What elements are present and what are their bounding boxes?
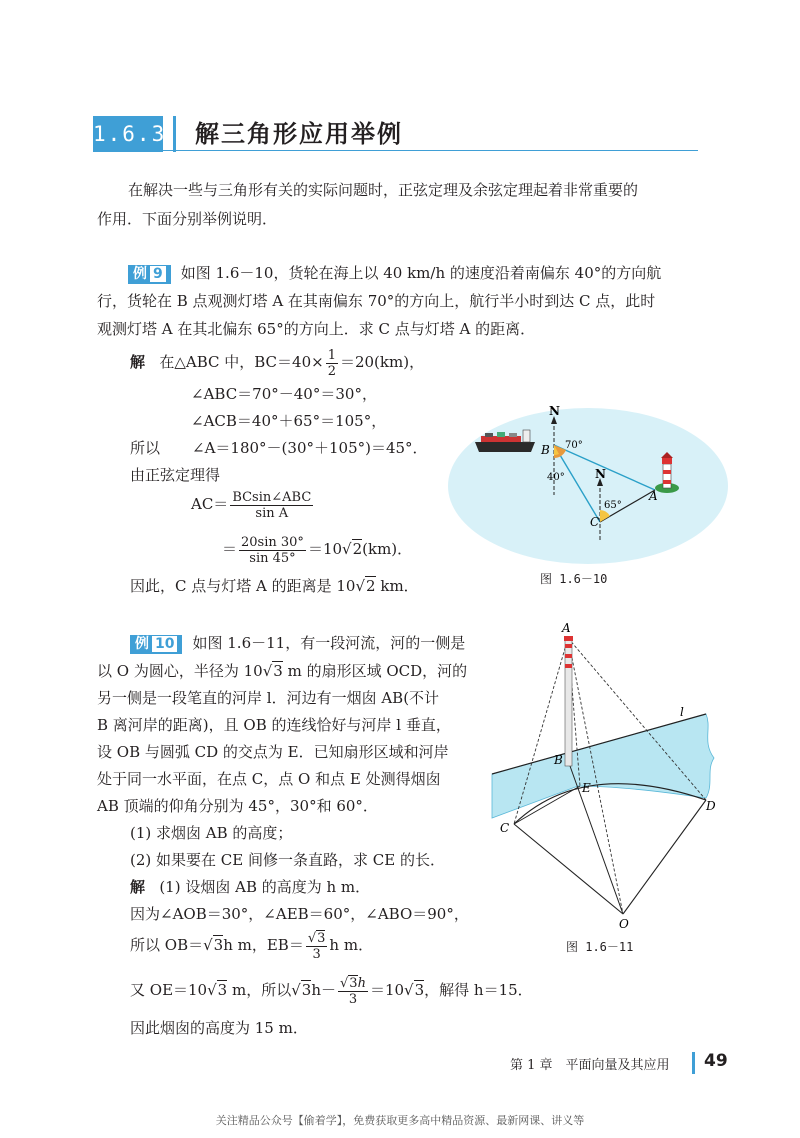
example-10-line-2: 以 O 为圆心，半径为 10√3 m 的扇形区域 OCD，河的 <box>97 662 468 680</box>
example-10-question-2: (2) 如果要在 CE 间修一条直路，求 CE 的长． <box>130 851 445 869</box>
label-B: B <box>554 753 563 767</box>
label-C: C <box>590 515 600 529</box>
intro-line-1: 在解决一些与三角形有关的实际问题时，正弦定理及余弦定理起着非常重要的 <box>128 181 639 199</box>
example-10-solution-4: 又 OE＝10√3 m，所以√3h－ $\frac{√3h}{3}$ ＝10√3，解得 h＝15． <box>130 975 533 1007</box>
figure-1-6-10-caption: 图 1.6－10 <box>540 572 608 586</box>
footer-chapter: 第 1 章 平面向量及其应用 <box>510 1058 670 1073</box>
example-10-solution-2: 因为∠AOB＝30°，∠AEB＝60°，∠ABO＝90°， <box>130 905 469 923</box>
example-10-solution-5: 因此烟囱的高度为 15 m． <box>130 1019 308 1037</box>
footer-bar <box>692 1052 695 1074</box>
ship-icon <box>475 430 535 452</box>
fraction-sine-law: $\frac{\text{BCsin∠ABC}}{\text{sin A}}$ <box>232 489 312 521</box>
example-10-solution-3: 所以 OB＝√3h m，EB＝ $\frac{√3}{3}$ h m． <box>130 930 374 962</box>
example-9-solution-1: 解 在△ABC 中，BC＝40× $\frac{1}{2}$ ＝20(km)， <box>130 347 425 379</box>
fraction-root3-over-3: $\frac{√3}{3}$ <box>307 930 326 962</box>
example-9-line-1: 例 9 如图 1.6－10，货轮在海上以 40 km/h 的速度沿着南偏东 40°的方向航 <box>128 263 661 284</box>
chimney-icon <box>564 636 573 766</box>
label-O: O <box>619 917 629 931</box>
figure-1-6-11 <box>488 618 728 933</box>
example-9-badge: 例 9 <box>128 265 171 284</box>
sea-ellipse <box>448 408 728 564</box>
label-N1: N <box>549 404 560 418</box>
example-10-line-6: 处于同一水平面，在点 C，点 O 和点 E 处测得烟囱 <box>97 770 441 788</box>
label-N2: N <box>595 467 606 481</box>
label-angle-65: 65° <box>604 500 622 511</box>
section-separator <box>173 116 176 152</box>
section-rule <box>163 150 698 151</box>
example-9-conclusion: 因此，C 点与灯塔 A 的距离是 10√2 km． <box>130 577 419 595</box>
page-number: 49 <box>704 1051 728 1071</box>
fraction-root3h-over-3: $\frac{√3h}{3}$ <box>340 975 366 1007</box>
figure-1-6-10 <box>445 400 730 570</box>
example-10-line-4: B 离河岸的距离)，且 OB 的连线恰好与河岸 l 垂直， <box>97 716 451 734</box>
example-9-solution-6: AC＝ $\frac{\text{BCsin∠ABC}}{\text{sin A}}$ <box>191 489 312 521</box>
label-angle-70: 70° <box>565 440 583 451</box>
example-9-solution-2: ∠ABC＝70°－40°＝30°， <box>191 385 377 403</box>
example-9-solution-3: ∠ACB＝40°＋65°＝105°， <box>191 412 387 430</box>
figure-1-6-11-caption: 图 1.6－11 <box>566 940 634 954</box>
example-10-solution-1: 解 (1) 设烟囱 AB 的高度为 h m． <box>130 878 371 896</box>
fraction-sine-values: $\frac{20\sin 30^\circ}{\sin 45^\circ}$ <box>241 534 304 566</box>
example-10-line-7: AB 顶端的仰角分别为 45°，30°和 60°． <box>97 797 378 815</box>
example-10-question-1: (1) 求烟囱 AB 的高度； <box>130 824 293 842</box>
section-title: 解三角形应用举例 <box>195 120 403 148</box>
example-10-line-1: 例 10 如图 1.6－11，有一段河流，河的一侧是 <box>130 633 465 654</box>
example-9-solution-5: 由正弦定理得 <box>130 466 221 484</box>
bottom-note: 关注精品公众号【偷着学】，免费获取更多高中精品资源、最新网课、讲义等 <box>215 1114 585 1127</box>
example-10-line-3: 另一侧是一段笔直的河岸 l．河边有一烟囱 AB(不计 <box>97 689 440 707</box>
example-10-badge: 例 10 <box>130 635 182 654</box>
label-B: B <box>541 443 550 457</box>
example-9-solution-7: ＝ $\frac{20\sin 30^\circ}{\sin 45^\circ}$ ＝10√2(km)． <box>222 534 413 566</box>
example-9-solution-4: 所以 ∠A＝180°－(30°＋105°)＝45°． <box>130 439 428 457</box>
label-C: C <box>500 821 510 835</box>
label-A: A <box>649 489 658 503</box>
label-A: A <box>562 621 571 635</box>
fraction-half: $\frac{1}{2}$ <box>327 347 336 379</box>
intro-line-2: 作用．下面分别举例说明． <box>97 210 278 228</box>
section-number: 1.6.3 <box>93 116 163 152</box>
river <box>492 714 714 818</box>
label-l: l <box>680 705 684 719</box>
label-D: D <box>706 799 716 813</box>
example-9-line-3: 观测灯塔 A 在其北偏东 65°的方向上．求 C 点与灯塔 A 的距离． <box>97 320 536 338</box>
example-10-line-5: 设 OB 与圆弧 CD 的交点为 E．已知扇形区域和河岸 <box>97 743 449 761</box>
radius-OD <box>623 800 706 914</box>
label-angle-40: 40° <box>547 472 565 483</box>
label-E: E <box>582 781 591 795</box>
example-9-line-2: 行，货轮在 B 点观测灯塔 A 在其南偏东 70°的方向上，航行半小时到达 C 点，此时 <box>97 292 656 310</box>
